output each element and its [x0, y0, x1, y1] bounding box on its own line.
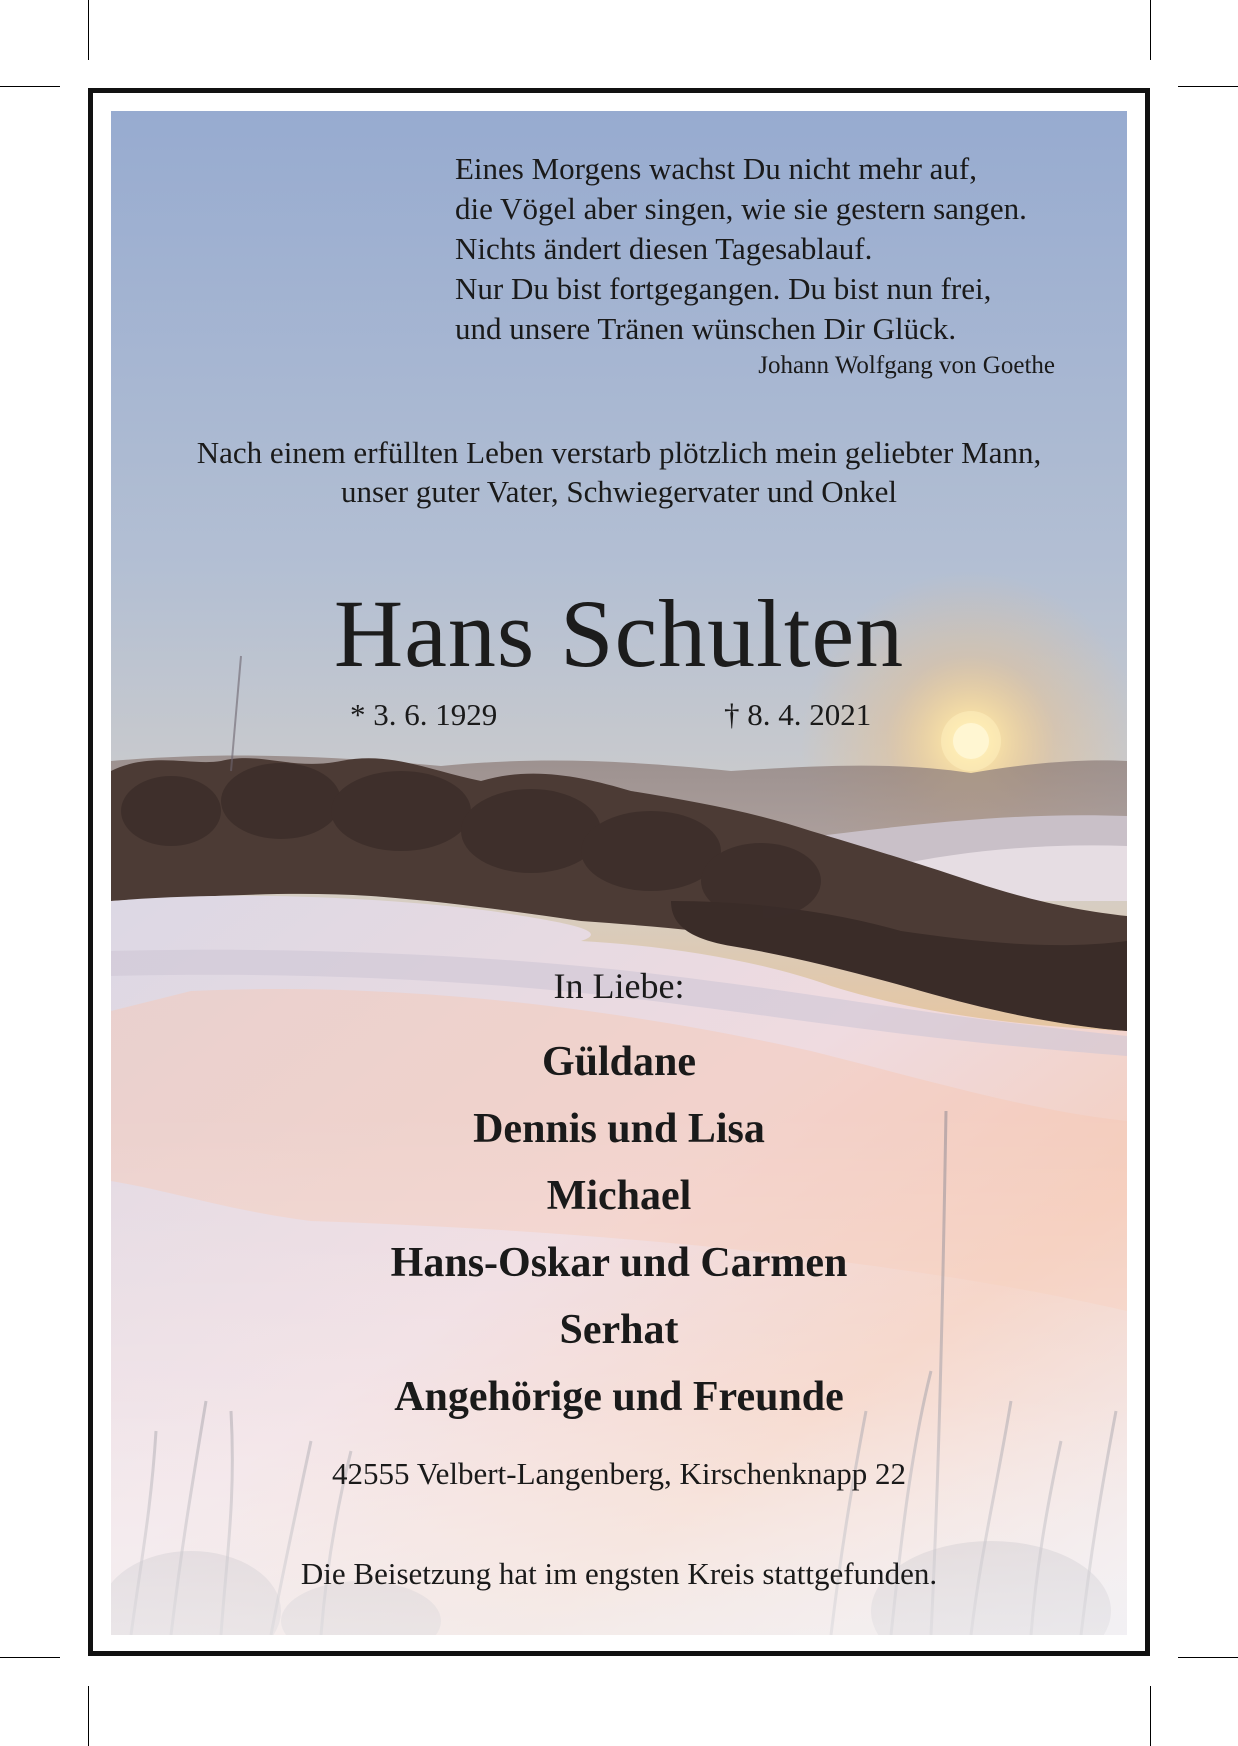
- crop-mark: [1178, 86, 1238, 87]
- crop-mark: [0, 86, 60, 87]
- mourner-name: Serhat: [559, 1307, 679, 1353]
- mourners-list: [111, 1029, 1127, 1431]
- mourners-heading: In Liebe:: [553, 966, 685, 1006]
- birth-date: * 3. 6. 1929: [350, 697, 498, 732]
- mourner-name: Dennis und Lisa: [473, 1106, 765, 1152]
- poem: [455, 149, 1095, 383]
- crop-mark: [88, 1686, 89, 1746]
- mourner-name: Güldane: [541, 1039, 697, 1085]
- burial-note: Die Beisetzung hat im engsten Kreis stattgefunden.: [300, 1556, 938, 1591]
- poem-author: Johann Wolfgang von Goethe: [758, 352, 1055, 379]
- death-date: † 8. 4. 2021: [724, 697, 872, 732]
- poem-line: Nichts ändert diesen Tagesablauf.: [455, 231, 873, 266]
- crop-mark: [1150, 0, 1151, 60]
- poem-line: die Vögel aber singen, wie sie gestern sangen.: [455, 191, 1027, 226]
- mourner-name: Michael: [546, 1173, 692, 1219]
- address: 42555 Velbert-Langenberg, Kirschenknapp 22: [332, 1456, 906, 1491]
- deceased-name: Hans Schulten: [333, 580, 905, 687]
- poem-line: und unsere Tränen wünschen Dir Glück.: [455, 311, 957, 346]
- intro-text: [111, 433, 1127, 511]
- crop-mark: [1150, 1686, 1151, 1746]
- mourner-name: Hans-Oskar und Carmen: [390, 1240, 848, 1286]
- intro-line: unser guter Vater, Schwiegervater und Onkel: [340, 474, 897, 509]
- crop-mark: [88, 0, 89, 60]
- obituary-text: [111, 111, 1127, 1635]
- poem-line: Nur Du bist fortgegangen. Du bist nun frei,: [455, 271, 992, 306]
- mourner-name: Angehörige und Freunde: [394, 1374, 844, 1420]
- crop-mark: [0, 1657, 60, 1658]
- poem-line: Eines Morgens wachst Du nicht mehr auf,: [455, 151, 978, 186]
- intro-line: Nach einem erfüllten Leben verstarb plötzlich mein geliebter Mann,: [196, 435, 1042, 470]
- crop-mark: [1178, 1657, 1238, 1658]
